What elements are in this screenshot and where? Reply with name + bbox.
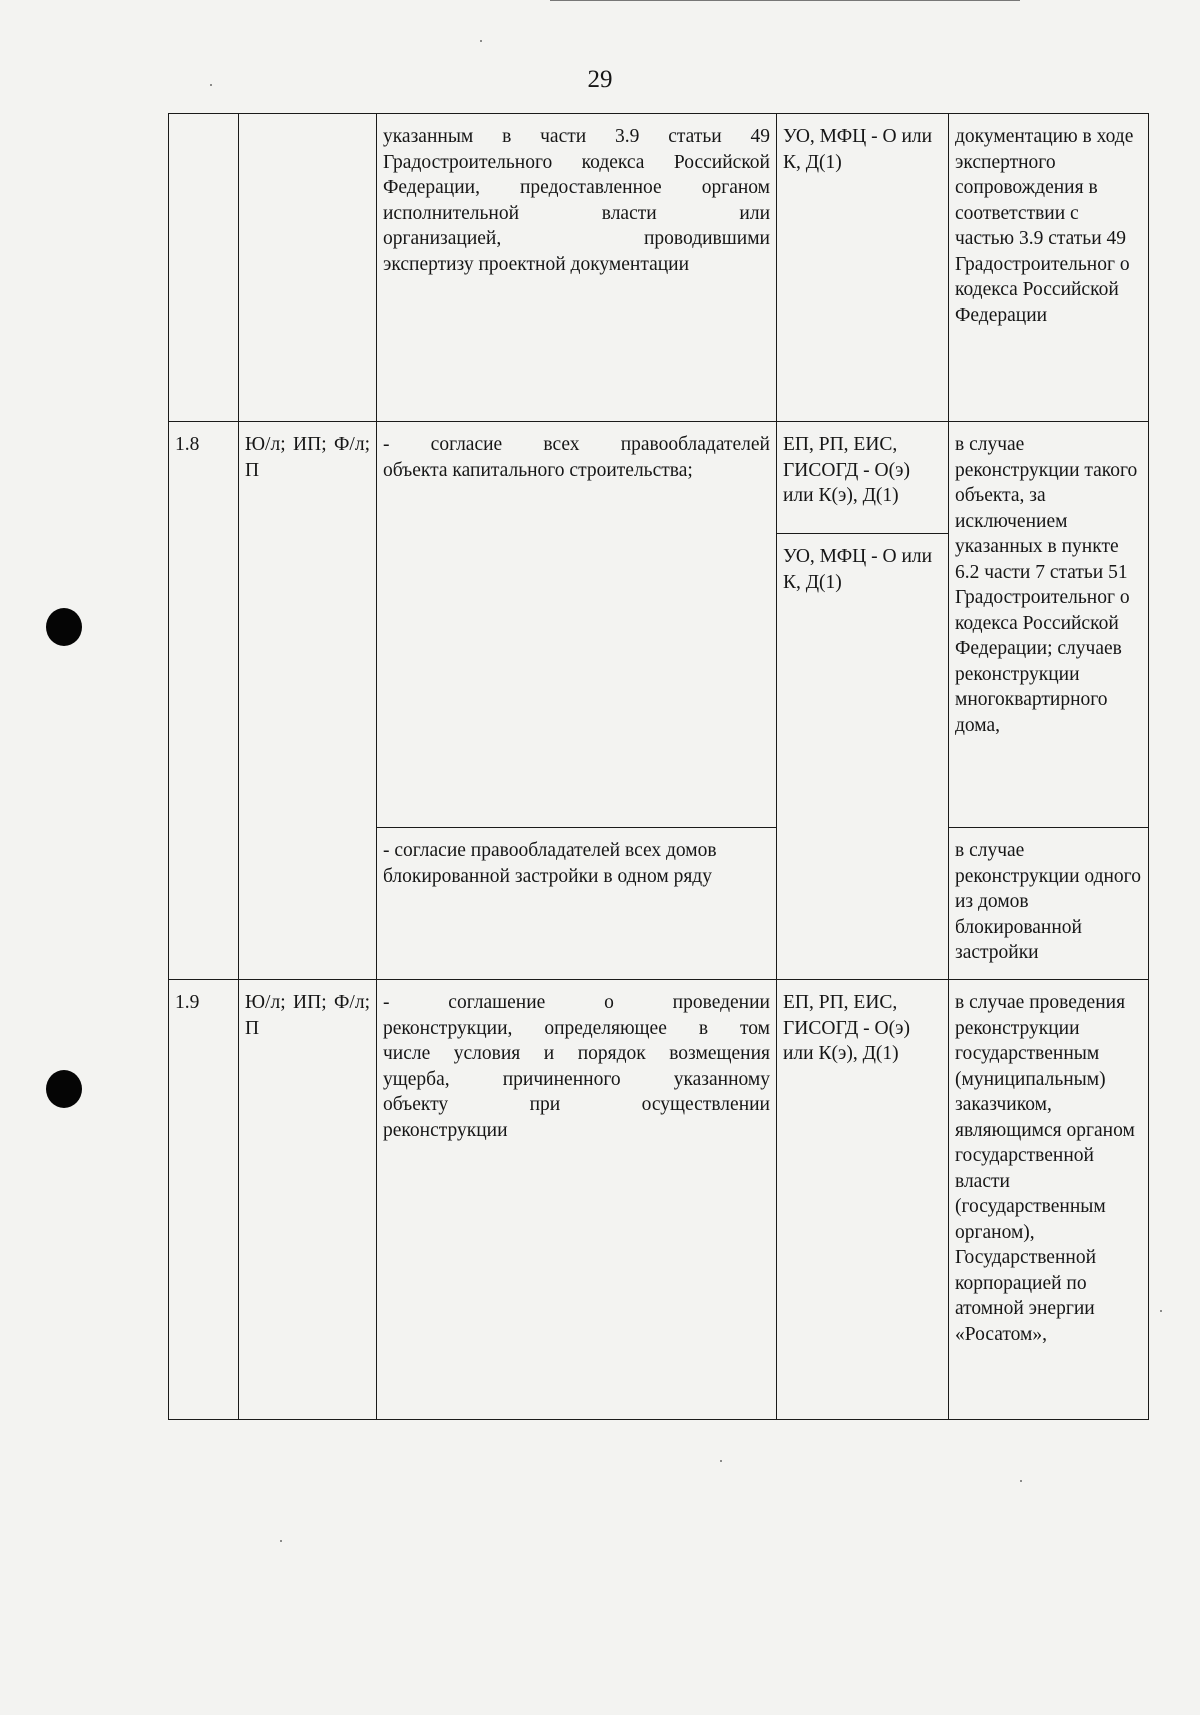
cell-applicants-empty xyxy=(239,114,377,422)
text-line: организацией, проводившими xyxy=(383,228,770,249)
cell-document xyxy=(377,422,777,828)
scan-speck xyxy=(720,1460,722,1462)
cell-source: ЕП, РП, ЕИС, ГИСОГД - О(э) или К(э), Д(1) xyxy=(777,980,949,1420)
text-line: объекта капитального строительства; xyxy=(383,459,693,481)
text-line: указанным в части 3.9 статьи 49 xyxy=(383,126,770,147)
documents-table xyxy=(168,113,1149,1420)
cell-applicants: Ю/л; ИП; Ф/л; П xyxy=(239,422,377,980)
scan-speck xyxy=(1020,1480,1022,1482)
cell-source: УО, МФЦ - О или К, Д(1) xyxy=(777,534,949,980)
cell-condition: в случае реконструкции одного из домов блокированной застройки xyxy=(949,828,1149,980)
cell-document xyxy=(377,114,777,422)
text-line: ущерба, причиненного указанному xyxy=(383,1068,770,1090)
text-line: Градостроительного кодекса Российской xyxy=(383,151,770,173)
cell-number: 1.8 xyxy=(169,422,239,980)
punch-hole-upper xyxy=(46,608,82,646)
text-line: - соглашение о проведении xyxy=(383,992,770,1013)
text-line: реконструкции xyxy=(383,1119,508,1141)
page-number: 29 xyxy=(587,66,613,93)
text-line: экспертизу проектной документации xyxy=(383,253,690,275)
scan-speck xyxy=(280,1540,282,1542)
scan-top-edge xyxy=(550,0,1020,1)
cell-source: УО, МФЦ - О или К, Д(1) xyxy=(777,114,949,422)
cell-number-empty xyxy=(169,114,239,422)
scan-speck xyxy=(480,40,482,42)
cell-condition: в случае реконструкции такого объекта, за исключением указанных в пункте 6.2 части 7 статьи 51 Градостроительног о кодекса Российской Федерации; случаев реконструкции многоквартирного дома, xyxy=(949,422,1149,828)
table-row-1-9 xyxy=(169,980,1149,1420)
text-line: реконструкции, определяющее в том xyxy=(383,1017,770,1039)
text-line: исполнительной власти или xyxy=(383,202,770,224)
cell-condition: документацию в ходе экспертного сопровождения в соответствии с частью 3.9 статьи 49 Градостроительног о кодекса Российской Федерации xyxy=(949,114,1149,422)
text-line: - согласие всех правообладателей xyxy=(383,434,770,455)
table-row-continued xyxy=(169,114,1149,422)
scan-speck xyxy=(1160,1310,1162,1312)
table-row-1-8 xyxy=(169,422,1149,534)
cell-document: - согласие правообладателей всех домов блокированной застройки в одном ряду xyxy=(377,828,777,980)
text-line: числе условия и порядок возмещения xyxy=(383,1043,770,1064)
cell-condition: в случае проведения реконструкции государственным (муниципальным) заказчиком, являющимся органом государственной власти (государственным органом), Государственной корпорацией по атомной энергии «Росатом», xyxy=(949,980,1149,1420)
cell-source: ЕП, РП, ЕИС, ГИСОГД - О(э) или К(э), Д(1) xyxy=(777,422,949,534)
cell-number: 1.9 xyxy=(169,980,239,1420)
scan-speck xyxy=(210,84,212,86)
text-line: Федерации, предоставленное органом xyxy=(383,177,770,198)
punch-hole-lower xyxy=(46,1070,82,1108)
text-line: объекту при осуществлении xyxy=(383,1094,770,1115)
cell-document xyxy=(377,980,777,1420)
cell-applicants: Ю/л; ИП; Ф/л; П xyxy=(239,980,377,1420)
